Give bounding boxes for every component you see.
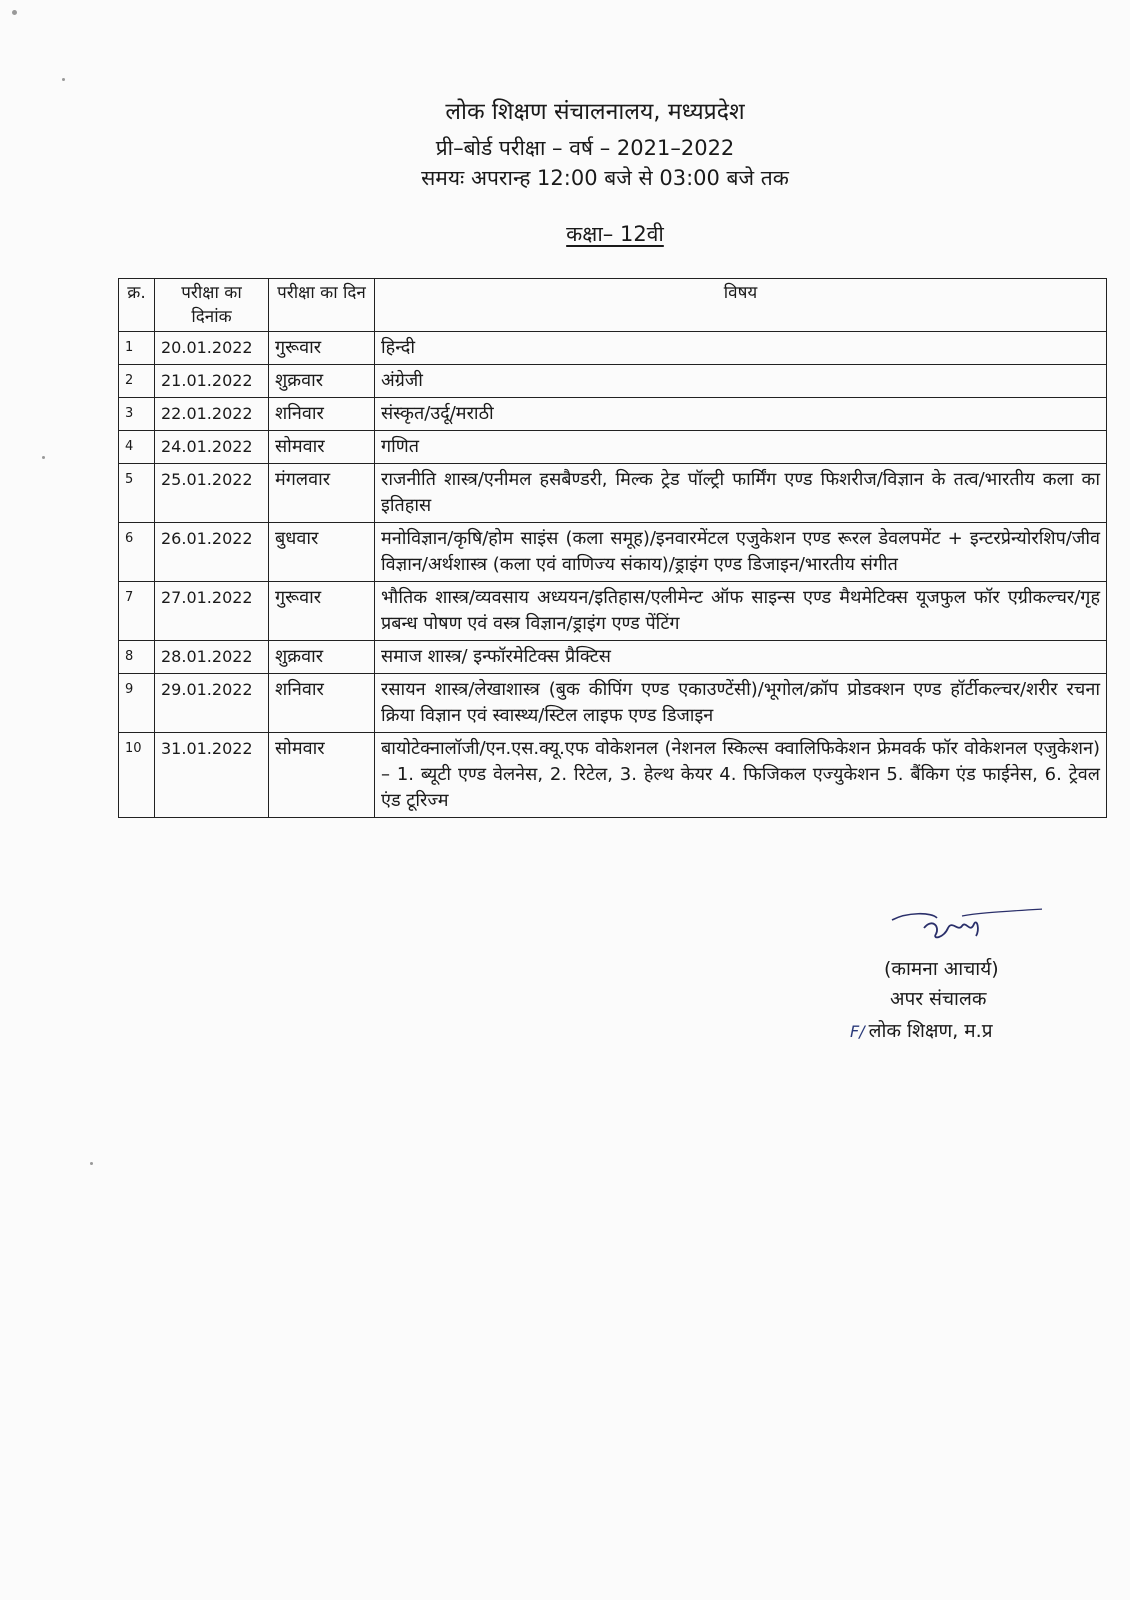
column-header-subject: विषय <box>375 279 1107 332</box>
signatory-name: (कामना आचार्य) <box>884 958 999 980</box>
row-date: 28.01.2022 <box>155 641 269 674</box>
row-date: 27.01.2022 <box>155 582 269 641</box>
row-serial: 10 <box>119 733 155 818</box>
row-serial: 4 <box>119 431 155 464</box>
table-row <box>119 464 1107 523</box>
row-serial: 5 <box>119 464 155 523</box>
signatory-office-label: लोक शिक्षण, म.प्र <box>868 1020 993 1042</box>
row-date: 29.01.2022 <box>155 674 269 733</box>
column-header-date: परीक्षा का दिनांक <box>155 279 269 332</box>
row-subject: गणित <box>375 431 1107 464</box>
row-serial: 6 <box>119 523 155 582</box>
table-row <box>119 582 1107 641</box>
table-header-row <box>119 279 1107 332</box>
row-subject: समाज शास्त्र/ इन्फॉरमेटिक्स प्रैक्टिस <box>375 641 1107 674</box>
row-subject: संस्कृत/उर्दू/मराठी <box>375 398 1107 431</box>
row-subject: अंग्रेजी <box>375 365 1107 398</box>
scan-speck <box>90 1162 93 1165</box>
row-date: 31.01.2022 <box>155 733 269 818</box>
table-row <box>119 365 1107 398</box>
column-header-serial: क्र. <box>119 279 155 332</box>
exam-time: समयः अपरान्ह 12:00 बजे से 03:00 बजे तक <box>421 166 789 190</box>
row-serial: 8 <box>119 641 155 674</box>
row-subject: रसायन शास्त्र/लेखाशास्त्र (बुक कीपिंग एण्ड एकाउण्टेंसी)/भूगोल/क्रॉप प्रोडक्शन एण्ड हॉर्टीकल्चर/शरीर रचना क्रिया विज्ञान एवं स्वास्थ्य/स्टिल लाइफ एण्ड डिजाइन <box>375 674 1107 733</box>
row-serial: 1 <box>119 332 155 365</box>
handwritten-signature <box>862 898 1042 958</box>
row-date: 20.01.2022 <box>155 332 269 365</box>
row-date: 26.01.2022 <box>155 523 269 582</box>
signatory-designation: अपर संचालक <box>890 988 987 1010</box>
row-day: बुधवार <box>269 523 375 582</box>
scan-speck <box>42 456 45 459</box>
row-date: 24.01.2022 <box>155 431 269 464</box>
row-day: गुरूवार <box>269 582 375 641</box>
exam-schedule-table <box>118 278 1107 818</box>
signatory-office <box>850 1018 993 1045</box>
table-row <box>119 674 1107 733</box>
row-serial: 3 <box>119 398 155 431</box>
exam-title: प्री–बोर्ड परीक्षा – वर्ष – 2021–2022 <box>435 136 735 160</box>
row-subject: मनोविज्ञान/कृषि/होम साइंस (कला समूह)/इनवारमेंटल एजुकेशन एण्ड रूरल डेवलपमेंट + इन्टरप्रेन्योरशिप/जीव विज्ञान/अर्थशास्त्र (कला एवं वाणिज्य संकाय)/ड्राइंग एण्ड डिजाइन/भारतीय संगीत <box>375 523 1107 582</box>
scan-speck <box>12 10 17 15</box>
table-row <box>119 398 1107 431</box>
table-row <box>119 332 1107 365</box>
column-header-day: परीक्षा का दिन <box>269 279 375 332</box>
row-serial: 9 <box>119 674 155 733</box>
class-title <box>50 220 1130 248</box>
row-day: शनिवार <box>269 674 375 733</box>
scan-speck <box>62 78 65 81</box>
class-label: कक्षा– 12वी <box>566 222 664 246</box>
row-date: 25.01.2022 <box>155 464 269 523</box>
row-serial: 2 <box>119 365 155 398</box>
table-row <box>119 641 1107 674</box>
row-subject: हिन्दी <box>375 332 1107 365</box>
row-subject: भौतिक शास्त्र/व्यवसाय अध्ययन/इतिहास/एलीमेन्ट ऑफ साइन्स एण्ड मैथमेटिक्स यूजफुल फॉर एग्रीकल्चर/गृह प्रबन्ध पोषण एवं वस्त्र विज्ञान/ड्राइंग एण्ड पेंटिंग <box>375 582 1107 641</box>
row-day: शनिवार <box>269 398 375 431</box>
row-subject: बायोटेक्नालॉजी/एन.एस.क्यू.एफ वोकेशनल (नेशनल स्किल्स क्वालिफिकेशन फ्रेमवर्क फॉर वोकेशनल एजुकेशन) – 1. ब्यूटी एण्ड वेलनेस, 2. रिटेल, 3. हेल्थ केयर 4. फिजिकल एज्युकेशन 5. बैंकिग एंड फाईनेस, 6. ट्रेवल एंड टूरिज्म <box>375 733 1107 818</box>
row-day: शुक्रवार <box>269 641 375 674</box>
row-date: 22.01.2022 <box>155 398 269 431</box>
table-row <box>119 733 1107 818</box>
row-day: शुक्रवार <box>269 365 375 398</box>
row-serial: 7 <box>119 582 155 641</box>
handwritten-initial: F/ <box>850 1022 865 1041</box>
office-title: लोक शिक्षण संचालनालय, मध्यप्रदेश <box>445 99 745 125</box>
row-subject: राजनीति शास्त्र/एनीमल हसबैण्डरी, मिल्क ट्रेड पॉल्ट्री फार्मिंग एण्ड फिशरीज/विज्ञान के तत्व/भारतीय कला का इतिहास <box>375 464 1107 523</box>
row-date: 21.01.2022 <box>155 365 269 398</box>
row-day: सोमवार <box>269 431 375 464</box>
row-day: सोमवार <box>269 733 375 818</box>
table-row <box>119 523 1107 582</box>
row-day: मंगलवार <box>269 464 375 523</box>
row-day: गुरूवार <box>269 332 375 365</box>
table-row <box>119 431 1107 464</box>
